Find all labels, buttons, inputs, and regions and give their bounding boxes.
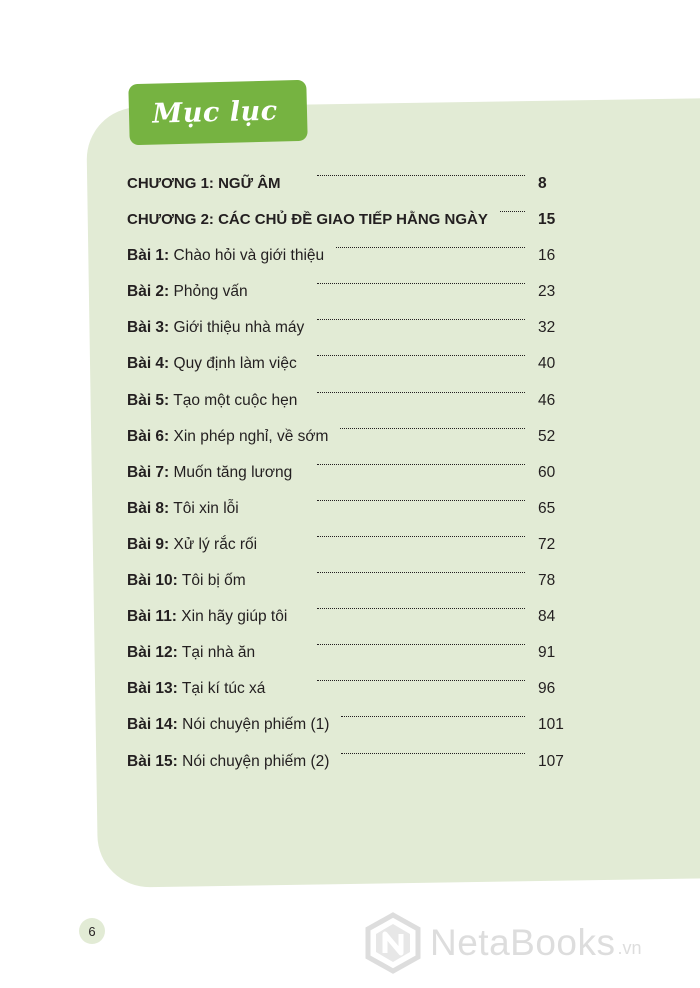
toc-entry-label: Quy định làm việc — [169, 355, 297, 373]
watermark-tld: .vn — [617, 938, 642, 958]
toc-entry-label: Nói chuyện phiếm (2) — [177, 752, 330, 770]
toc-lesson-row — [127, 419, 567, 455]
toc-page-number: 8 — [538, 175, 547, 192]
toc-page-number: 16 — [538, 247, 556, 265]
toc-dot-leader — [317, 644, 525, 645]
toc-entry-label: Xin hãy giúp tôi — [176, 608, 288, 626]
toc-dot-leader — [317, 355, 525, 356]
toc-lesson-number: Bài 15: — [127, 752, 178, 770]
toc-entry-title — [127, 644, 255, 662]
toc-entry-label: Muốn tăng lương — [169, 463, 293, 481]
toc-lesson-row — [127, 491, 567, 527]
toc-entry-label: CHƯƠNG 2: CÁC CHỦ ĐỀ GIAO TIẾP HẰNG NGÀY — [127, 211, 488, 229]
toc-lesson-number: Bài 7: — [127, 463, 170, 481]
toc-lesson-row — [127, 671, 567, 707]
toc-lesson-row — [127, 527, 567, 563]
toc-entry-title — [127, 716, 329, 734]
toc-page-number: 52 — [538, 427, 556, 445]
toc-dot-leader — [500, 211, 525, 212]
toc-dot-leader — [317, 680, 525, 681]
toc-entry-title — [127, 608, 287, 626]
toc-entry-label: Tại nhà ăn — [177, 644, 256, 662]
toc-lesson-row — [127, 599, 567, 635]
toc-lesson-row — [127, 346, 567, 382]
toc-lesson-number: Bài 12: — [127, 644, 178, 662]
toc-lesson-row — [127, 455, 567, 491]
toc-dot-leader — [317, 608, 525, 609]
toc-page-number: 46 — [538, 391, 556, 409]
toc-lesson-row — [127, 238, 567, 274]
toc-entry-label: Tôi xin lỗi — [169, 499, 239, 517]
toc-entry-title — [127, 175, 281, 192]
toc-lesson-number: Bài 13: — [127, 680, 178, 698]
toc-dot-leader — [341, 716, 525, 717]
toc-chapter-row — [127, 202, 567, 238]
toc-lesson-row — [127, 310, 567, 346]
toc-lesson-number: Bài 3: — [127, 319, 170, 337]
toc-dot-leader — [336, 247, 525, 248]
toc-lesson-row — [127, 707, 567, 743]
toc-entry-title — [127, 753, 329, 771]
toc-page-number: 65 — [538, 499, 556, 517]
toc-entry-title — [127, 211, 488, 228]
toc-lesson-number: Bài 2: — [127, 283, 170, 301]
toc-entry-label: Chào hỏi và giới thiệu — [169, 247, 325, 265]
toc-entry-label: CHƯƠNG 1: NGỮ ÂM — [127, 175, 281, 192]
toc-title-tab — [128, 80, 307, 145]
toc-lesson-row — [127, 563, 567, 599]
toc-dot-leader — [340, 428, 525, 429]
toc-dot-leader — [317, 283, 525, 284]
toc-entry-title — [127, 319, 304, 337]
netabooks-logo-icon — [364, 912, 422, 974]
toc-entry-title — [127, 428, 328, 446]
toc-page-number: 101 — [538, 716, 564, 734]
page-number: 6 — [88, 923, 96, 939]
toc-lesson-row — [127, 744, 567, 780]
toc-entry-label: Tạo một cuộc hẹn — [169, 391, 298, 409]
toc-entry-label: Xử lý rắc rối — [169, 535, 258, 553]
toc-lesson-number: Bài 8: — [127, 499, 170, 517]
toc-dot-leader — [317, 536, 525, 537]
toc-entry-title — [127, 680, 265, 698]
toc-entry-label: Xin phép nghỉ, về sớm — [169, 427, 329, 445]
toc-page-number: 78 — [538, 572, 556, 590]
toc-lesson-row — [127, 635, 567, 671]
page-number-badge — [79, 918, 105, 944]
watermark — [364, 911, 642, 975]
table-of-contents — [127, 166, 567, 780]
toc-entry-title — [127, 283, 248, 301]
toc-entry-label: Tại kí túc xá — [177, 680, 266, 698]
toc-entry-title — [127, 355, 297, 373]
toc-page-number: 15 — [538, 211, 556, 229]
toc-page-number: 60 — [538, 463, 556, 481]
toc-entry-title — [127, 247, 324, 265]
toc-dot-leader — [317, 392, 525, 393]
toc-title: Mục lục — [152, 95, 278, 130]
toc-lesson-number: Bài 1: — [127, 247, 170, 265]
toc-lesson-number: Bài 6: — [127, 427, 170, 445]
toc-entry-title — [127, 464, 292, 482]
toc-dot-leader — [341, 753, 525, 754]
toc-entry-title — [127, 500, 239, 518]
toc-lesson-number: Bài 10: — [127, 572, 178, 590]
toc-entry-label: Nói chuyện phiếm (1) — [177, 716, 330, 734]
toc-dot-leader — [317, 319, 525, 320]
toc-entry-title — [127, 572, 246, 590]
toc-dot-leader — [317, 464, 525, 465]
toc-dot-leader — [317, 572, 525, 573]
toc-dot-leader — [317, 175, 525, 176]
toc-dot-leader — [317, 500, 525, 501]
watermark-brand: NetaBooks — [430, 922, 616, 963]
toc-page-number: 32 — [538, 319, 556, 337]
toc-lesson-number: Bài 5: — [127, 391, 170, 409]
toc-page-number: 107 — [538, 752, 564, 770]
toc-page-number: 96 — [538, 680, 556, 698]
toc-entry-title — [127, 536, 257, 554]
toc-lesson-number: Bài 14: — [127, 716, 178, 734]
toc-page-number: 91 — [538, 644, 556, 662]
toc-chapter-row — [127, 166, 567, 202]
toc-page-number: 72 — [538, 535, 556, 553]
toc-page-number: 23 — [538, 283, 556, 301]
toc-page-number: 84 — [538, 608, 556, 626]
toc-entry-label: Tôi bị ốm — [177, 572, 246, 590]
toc-lesson-number: Bài 4: — [127, 355, 170, 373]
toc-page-number: 40 — [538, 355, 556, 373]
toc-entry-label: Phỏng vấn — [169, 283, 248, 301]
toc-lesson-number: Bài 9: — [127, 535, 170, 553]
toc-lesson-row — [127, 383, 567, 419]
toc-lesson-number: Bài 11: — [127, 608, 177, 626]
toc-lesson-row — [127, 274, 567, 310]
toc-entry-label: Giới thiệu nhà máy — [169, 319, 305, 337]
toc-entry-title — [127, 392, 297, 410]
